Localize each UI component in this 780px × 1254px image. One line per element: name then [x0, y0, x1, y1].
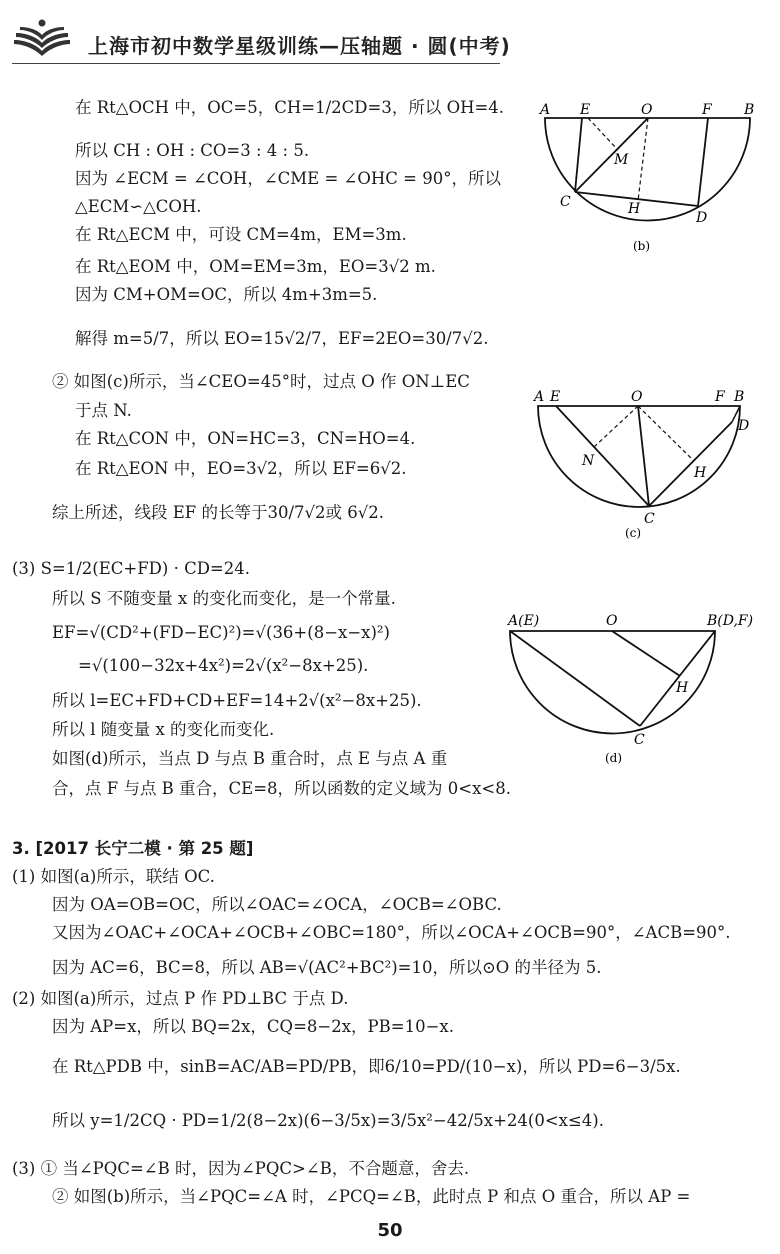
- problem-heading: 3. [2017 长宁二模 · 第 25 题]: [12, 839, 254, 858]
- text-line: 综上所述，线段 EF 的长等于30/7√2或 6√2.: [52, 503, 385, 522]
- page-number: 50: [377, 1220, 403, 1241]
- text-line: 因为 AP=x，所以 BQ=2x，CQ=8−2x，PB=10−x.: [52, 1017, 454, 1036]
- text-line: ② 如图(c)所示，当∠CEO=45°时，过点 O 作 ON⊥EC: [52, 372, 470, 391]
- figure-c: [528, 385, 758, 547]
- text-line: 所以 l=EC+FD+CD+EF=14+2√(x²−8x+25).: [52, 691, 422, 710]
- label: C: [560, 194, 571, 210]
- label: E: [550, 389, 561, 405]
- label: N: [582, 453, 595, 469]
- label: O: [631, 389, 643, 405]
- text-line: (1) 如图(a)所示，联结 OC.: [12, 867, 215, 886]
- label: H: [676, 680, 689, 696]
- label: A: [540, 102, 551, 118]
- text-line: 因为 AC=6，BC=8，所以 AB=√(AC²+BC²)=10，所以⊙O 的半径为 5.: [52, 958, 602, 977]
- text-line: 在 Rt△ECM 中，可设 CM=4m，EM=3m.: [75, 225, 407, 244]
- figure-caption: (c): [625, 526, 642, 540]
- text-line: 又因为∠OAC+∠OCA+∠OCB+∠OBC=180°，所以∠OCA+∠OCB=90°，∠ACB=90°.: [52, 923, 731, 942]
- text-line: △ECM∽△COH.: [75, 197, 202, 216]
- text-line: 如图(d)所示，当点 D 与点 B 重合时，点 E 与点 A 重: [52, 749, 448, 768]
- label: H: [694, 465, 707, 481]
- text-line: 在 Rt△CON 中，ON=HC=3，CN=HO=4.: [75, 429, 416, 448]
- label: C: [634, 732, 645, 748]
- text-line: EF=√(CD²+(FD−EC)²)=√(36+(8−x−x)²): [52, 623, 390, 642]
- label: H: [628, 201, 641, 217]
- text-line: 于点 N.: [75, 401, 132, 420]
- figure-caption: (b): [633, 239, 651, 253]
- text-line: (2) 如图(a)所示，过点 P 作 PD⊥BC 于点 D.: [12, 989, 349, 1008]
- header-title: 上海市初中数学星级训练—压轴题 · 圆(中考): [88, 34, 511, 58]
- label: D: [738, 418, 750, 434]
- text-line: 因为 CM+OM=OC，所以 4m+3m=5.: [75, 285, 378, 304]
- text-line: 所以 l 随变量 x 的变化而变化.: [52, 720, 275, 739]
- label: B(D,F): [707, 613, 754, 629]
- text-line: ② 如图(b)所示，当∠PQC=∠A 时，∠PCQ=∠B，此时点 P 和点 O 重合，所以 AP =: [52, 1187, 691, 1206]
- book-logo-icon: [12, 18, 72, 58]
- label: D: [696, 210, 708, 226]
- figure-d: [502, 610, 764, 772]
- text-line: 在 Rt△EOM 中，OM=EM=3m，EO=3√2 m.: [75, 257, 436, 276]
- text-line: 所以 CH : OH : CO=3 : 4 : 5.: [75, 141, 310, 160]
- figure-caption: (d): [605, 751, 623, 765]
- text-line: (3) S=1/2(EC+FD) · CD=24.: [12, 559, 251, 578]
- page-header: [0, 0, 780, 70]
- label: A(E): [508, 613, 540, 629]
- text-line: 在 Rt△OCH 中，OC=5，CH=1/2CD=3，所以 OH=4.: [75, 98, 505, 117]
- text-line: 解得 m=5/7，所以 EO=15√2/7，EF=2EO=30/7√2.: [75, 329, 489, 348]
- label: F: [702, 102, 712, 118]
- label: O: [606, 613, 618, 629]
- text-line: =√(100−32x+4x²)=2√(x²−8x+25).: [78, 656, 369, 675]
- text-line: 因为 OA=OB=OC，所以∠OAC=∠OCA，∠OCB=∠OBC.: [52, 895, 502, 914]
- label: B: [744, 102, 755, 118]
- label: F: [715, 389, 725, 405]
- label: M: [614, 152, 629, 168]
- text-line: 在 Rt△EON 中，EO=3√2，所以 EF=6√2.: [75, 459, 407, 478]
- text-line: 所以 S 不随变量 x 的变化而变化，是一个常量.: [52, 589, 396, 608]
- text-line: 合，点 F 与点 B 重合，CE=8，所以函数的定义域为 0<x<8.: [52, 779, 511, 798]
- label: E: [580, 102, 591, 118]
- header-rule: [12, 63, 500, 64]
- text-line: 因为 ∠ECM = ∠COH，∠CME = ∠OHC = 90°，所以: [75, 169, 501, 188]
- label: O: [641, 102, 653, 118]
- label: C: [644, 511, 655, 527]
- text-line: (3) ① 当∠PQC=∠B 时，因为∠PQC>∠B，不合题意，舍去.: [12, 1159, 470, 1178]
- label: B: [734, 389, 745, 405]
- text-line: 所以 y=1/2CQ · PD=1/2(8−2x)(6−3/5x)=3/5x²−42/5x+24(0<x≤4).: [52, 1111, 604, 1130]
- label: A: [534, 389, 545, 405]
- text-line: 在 Rt△PDB 中，sinB=AC/AB=PD/PB，即6/10=PD/(10−x)，所以 PD=6−3/5x.: [52, 1057, 681, 1076]
- figure-b: [530, 98, 760, 268]
